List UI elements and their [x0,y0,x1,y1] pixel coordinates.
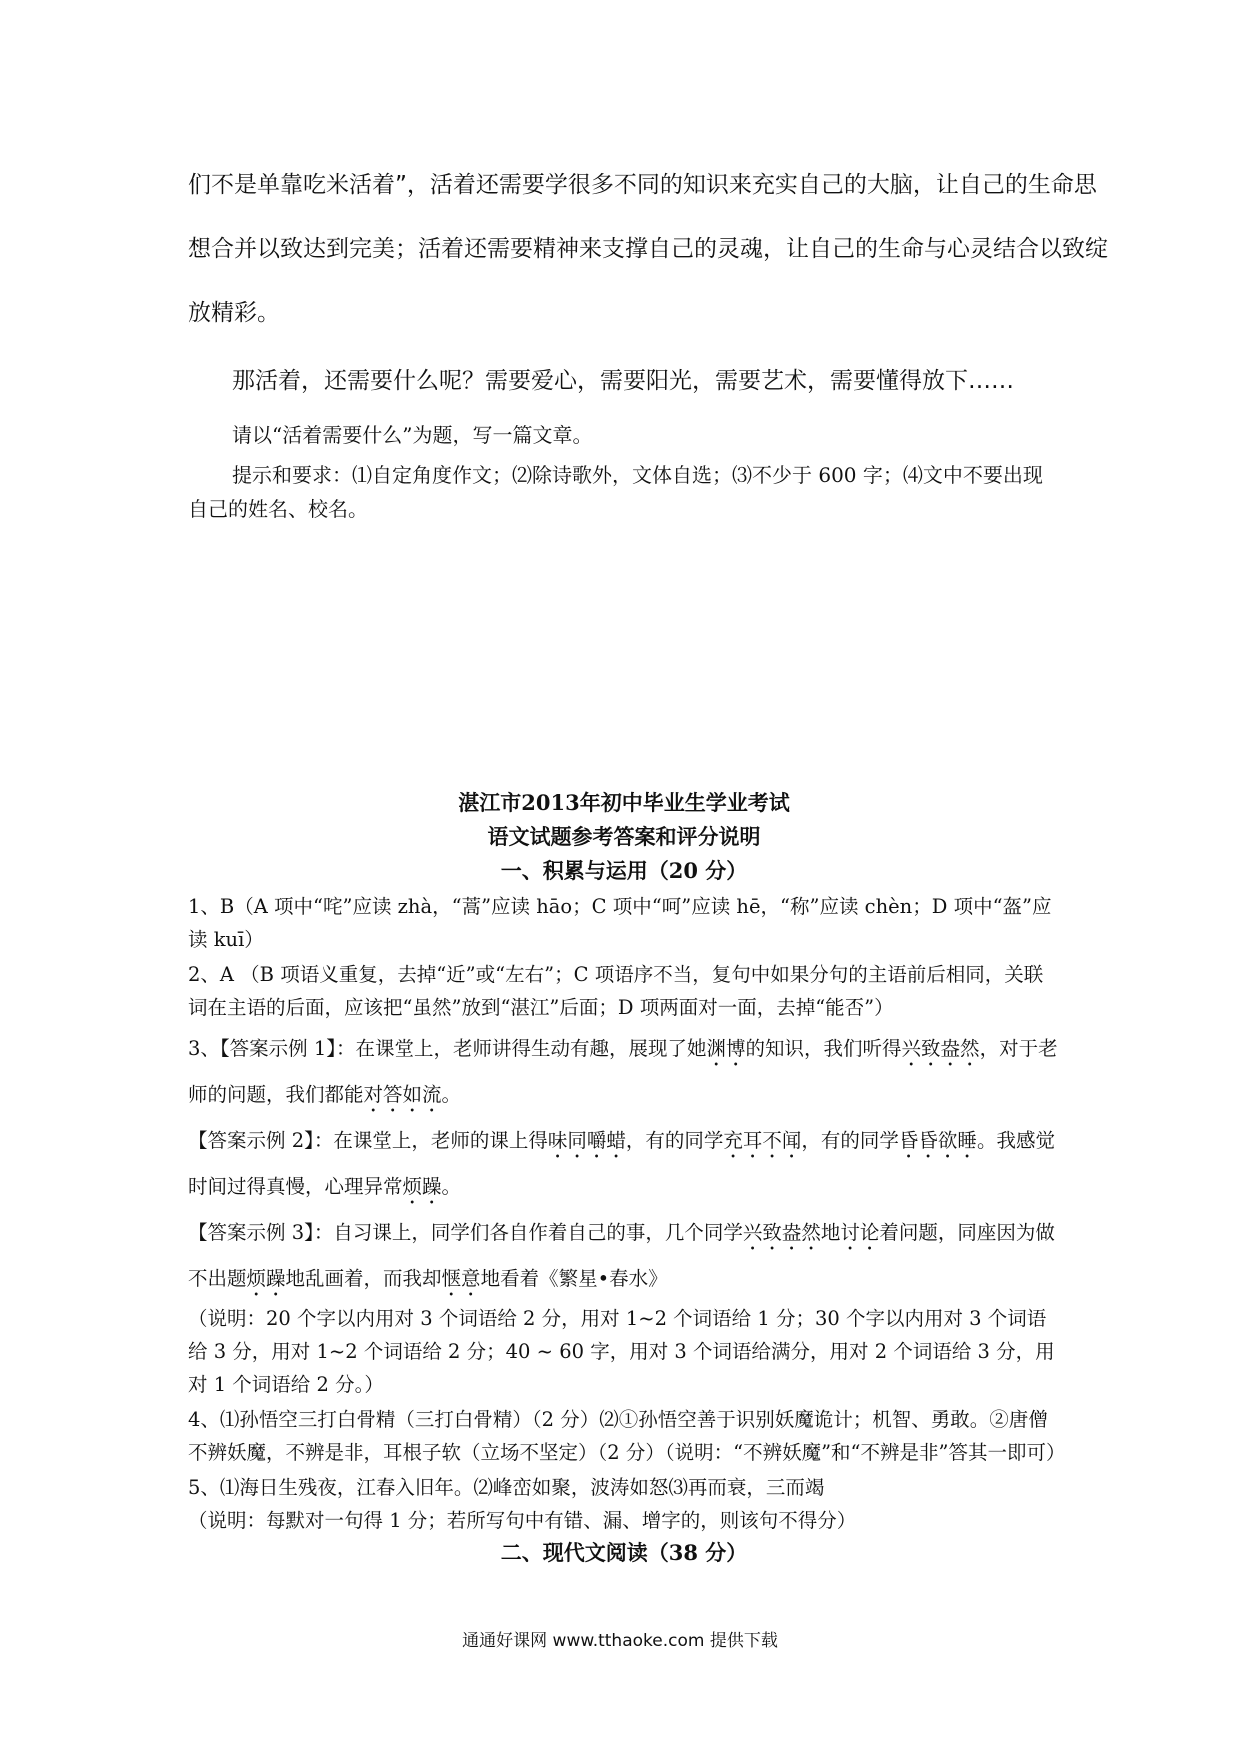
q3-ex3-text-a: 【答案示例 3】：自习课上，同学们各自作着自己的事，几个同学 [188,1221,743,1244]
answer-q3-example-1 [188,1026,1060,1118]
section-heading-1: 一、积累与运用（20 分） [500,858,748,883]
q3-ex2-text-c: ，有的同学 [801,1129,899,1152]
q3-ex1-text-b: 的知识，我们听得 [745,1037,902,1060]
q3-ex3-text-e: 地乱画着，而我却 [285,1267,442,1290]
section-heading-2: 二、现代文阅读（38 分） [500,1540,748,1565]
q3-ex3-keyword-1: 兴致盎然 [742,1221,821,1244]
q3-ex2-text-a: 【答案示例 2】：在课堂上，老师的课上得 [188,1129,548,1152]
essay-prompt-line-2: 想合并以致达到完美；活着还需要精神来支撑自己的灵魂，让自己的生命与心灵结合以致绽 [188,236,1108,262]
answer-q3-example-3 [188,1210,1060,1302]
q3-ex2-text-e: 。我感觉时间过得真慢，心理异常 [188,1129,1055,1198]
page-footer: 通通好课网 www.tthaoke.com 提供下载 [462,1631,778,1651]
answer-q3-note: （说明：20 个字以内用对 3 个词语给 2 分，用对 1~2 个词语给 1 分；30 个字以内用对 3 个词语给 3 分，用对 1~2 个词语给 2 分；40 ~ 60 字，用对 3 个词语给满分，用对 2 个词语给 3 分，用对 1 个词语给 2 分。） [188,1307,1055,1396]
essay-prompt-line-4: 那活着，还需要什么呢？需要爱心，需要阳光，需要艺术，需要懂得放下…… [232,368,1014,394]
q3-ex1-text-e: 。 [441,1083,462,1106]
q3-ex3-keyword-3: 烦躁 [246,1267,286,1290]
q3-ex2-keyword-2: 充耳不闻 [723,1129,802,1152]
answer-key-title: 湛江市2013年初中毕业生学业考试 [458,790,790,815]
answer-q4: 4、⑴孙悟空三打白骨精（三打白骨精）（2 分）⑵①孙悟空善于识别妖魔诡计；机智、勇敢。②唐僧不辨妖魔，不辨是非，耳根子软（立场不坚定）（2 分）（说明：“不辨妖魔”和“不辨是非”答其一即可） [188,1408,1066,1464]
q3-ex1-text-c: ，对于老师的问题，我们都能 [188,1037,1058,1106]
q3-ex3-keyword-2: 讨论 [840,1221,880,1244]
essay-prompt-line-3: 放精彩。 [188,300,280,326]
answer-q5-note: （说明：每默对一句得 1 分；若所写句中有错、漏、增字的，则该句不得分） [188,1509,857,1532]
answer-q3-example-2 [188,1118,1060,1210]
q3-ex1-keyword-1: 渊博 [706,1037,746,1060]
q3-ex1-keyword-3: 对答如流 [363,1083,442,1106]
answers-block [188,890,1066,1537]
answer-q5: 5、⑴海日生残夜，江春入旧年。⑵峰峦如聚，波涛如怒⑶再而衰，三而竭 [188,1476,825,1499]
answer-key-subtitle: 语文试题参考答案和评分说明 [487,824,761,849]
q3-ex3-text-f: 地看着《繁星•春水》 [480,1267,668,1290]
q3-ex1-text-a: 3、【答案示例 1】：在课堂上，老师讲得生动有趣，展现了她 [188,1037,707,1060]
answer-q1: 1、B（A 项中“咤”应读 zhà，“蒿”应读 hāo；C 项中“呵”应读 hē，“称”应读 chèn；D 项中“盔”应读 kuī） [188,895,1052,951]
q3-ex3-text-b: 地 [820,1221,841,1244]
essay-prompt-line-1: 们不是单靠吃米活着”，活着还需要学很多不同的知识来充实自己的大脑，让自己的生命思 [188,172,1097,198]
q3-ex1-keyword-2: 兴致盎然 [901,1037,980,1060]
q3-ex2-keyword-3: 昏昏欲睡 [898,1129,977,1152]
q3-ex2-text-b: ，有的同学 [625,1129,724,1152]
q3-ex3-text-c: 着问题，同座因为做不出题 [188,1221,1055,1290]
q3-ex2-keyword-4: 烦躁 [402,1175,442,1198]
essay-requirements: 提示和要求：⑴自定角度作文；⑵除诗歌外，文体自选；⑶不少于 600 字；⑷文中不要出现自己的姓名、校名。 [188,463,1043,521]
essay-task: 请以“活着需要什么”为题，写一篇文章。 [232,423,593,447]
q3-ex3-keyword-4: 惬意 [441,1267,481,1290]
q3-ex2-text-f: 。 [441,1175,462,1198]
answer-q2: 2、A （B 项语义重复，去掉“近”或“左右”；C 项语序不当，复句中如果分句的主语前后相同，关联词在主语的后面，应该把“虽然”放到“湛江”后面；D 项两面对一面，去掉“能否”） [188,963,1044,1019]
q3-ex2-keyword-1: 味同嚼蜡 [547,1129,626,1152]
